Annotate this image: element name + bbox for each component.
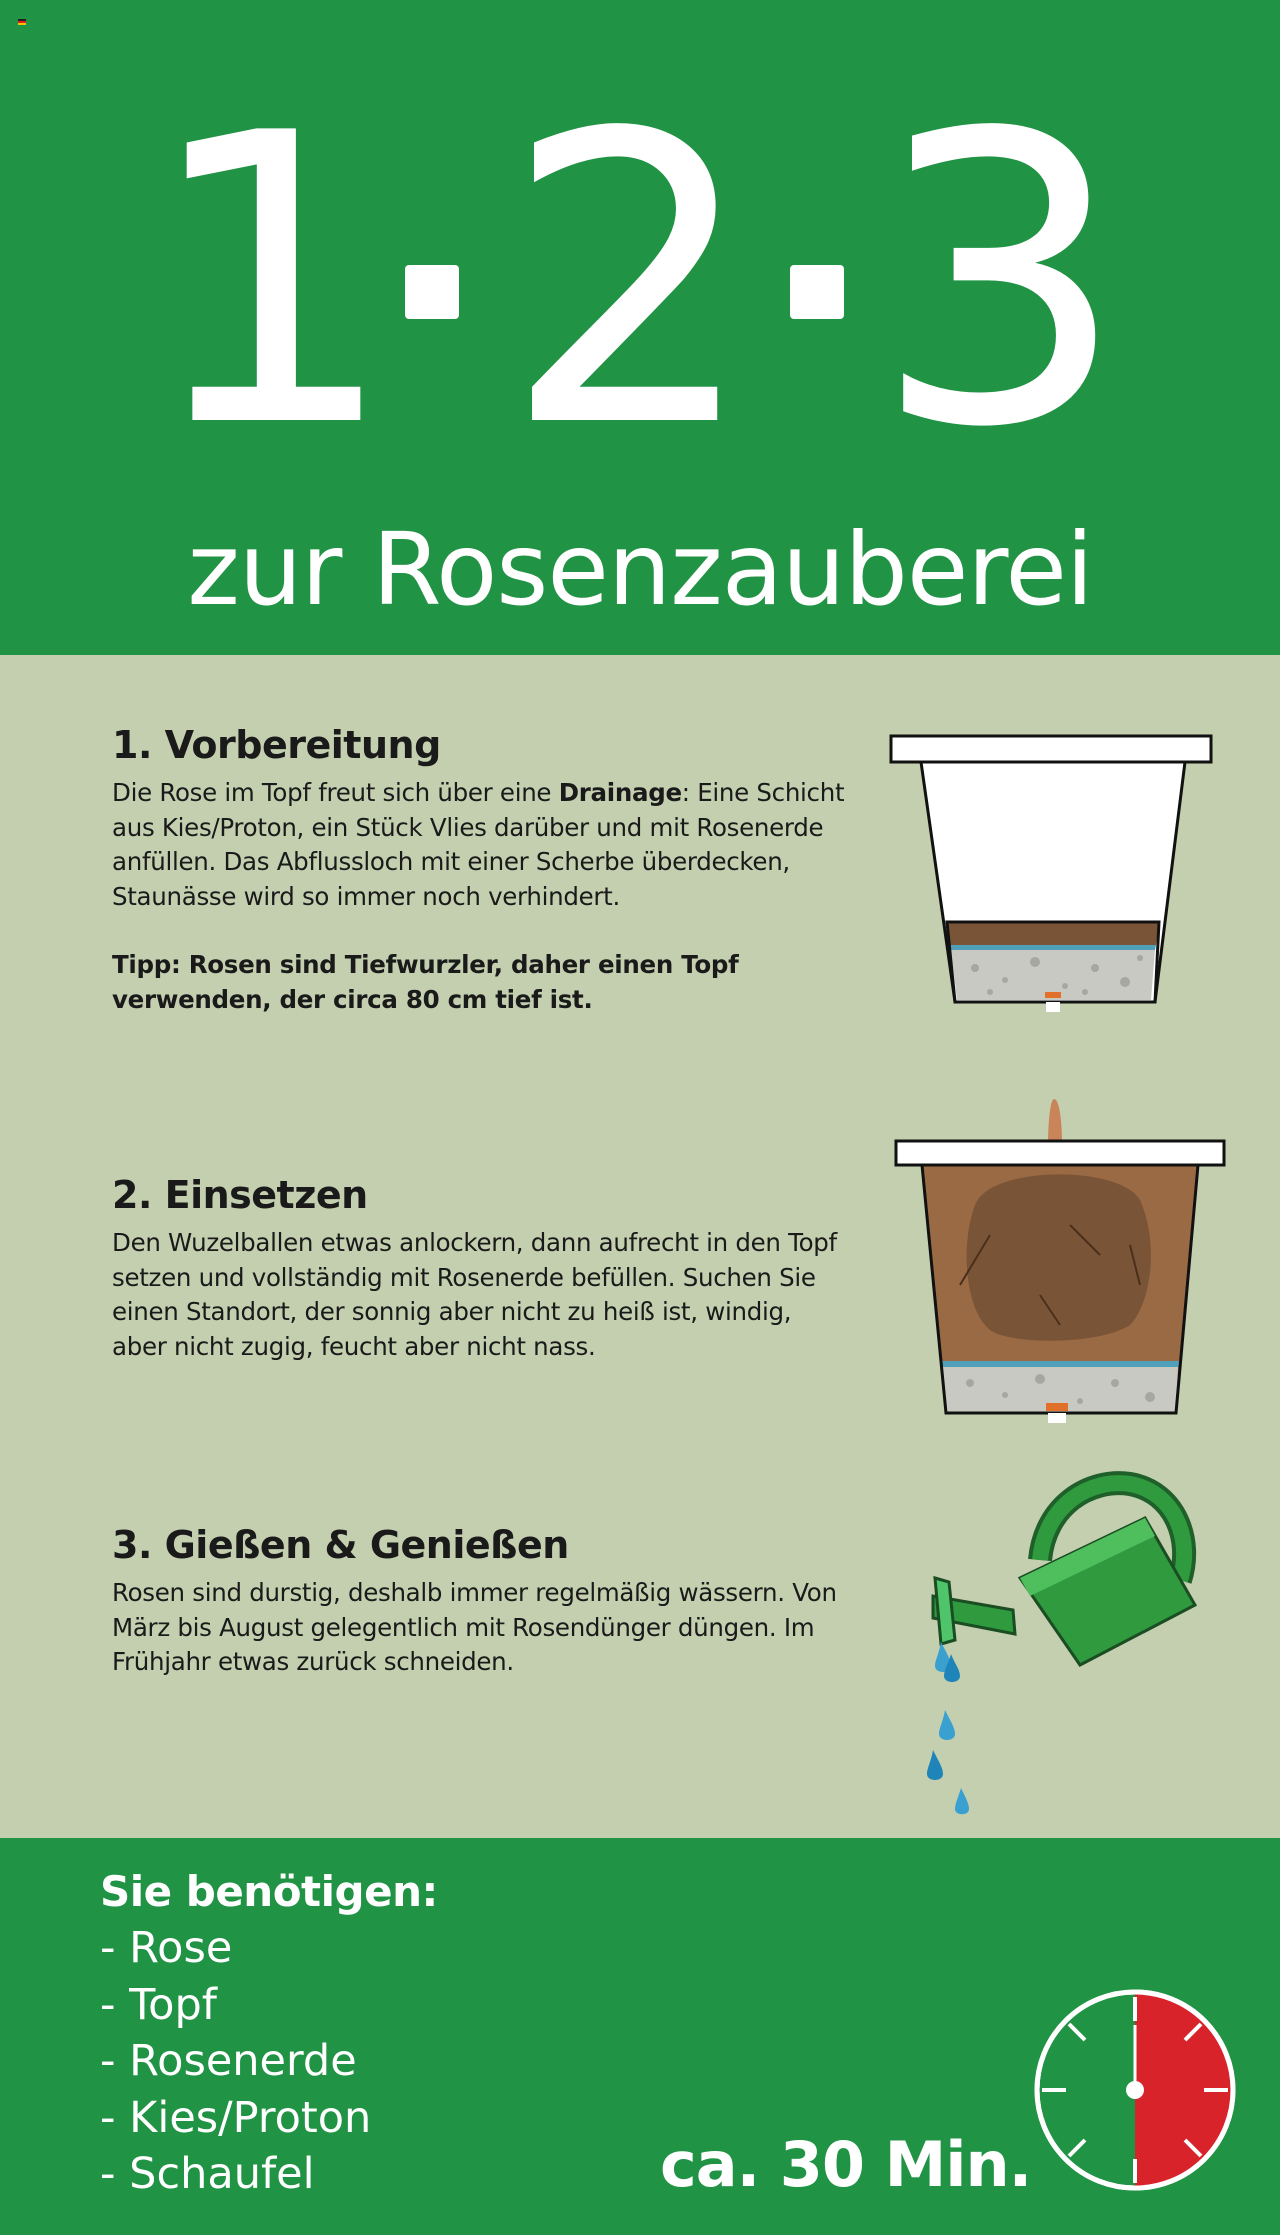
step-1-text-bold: Drainage	[558, 778, 682, 807]
needs-list	[100, 1920, 371, 2203]
step-1-tip: Tipp: Rosen sind Tiefwurzler, daher einen Topf verwenden, der circa 80 cm tief ist.	[112, 950, 739, 1014]
step-2-text: Den Wuzelballen etwas anlockern, dann aufrecht in den Topf setzen und vollständig mit Rosenerde befüllen. Suchen Sie einen Standort, der sonnig aber nicht zu heiß ist, windig, aber nicht zugig, feucht aber nicht nass.	[112, 1228, 837, 1361]
step-3-text: Rosen sind durstig, deshalb immer regelmäßig wässern. Von März bis August gelegentlich mit Rosendünger düngen. Im Frühjahr etwas zurück schneiden.	[112, 1578, 837, 1676]
step-3	[112, 1520, 852, 1680]
title-separator-dot	[790, 265, 844, 319]
step-3-title: 3. Gießen & Genießen	[112, 1523, 569, 1567]
big-title-123	[0, 20, 1280, 460]
step-2	[112, 1170, 852, 1364]
title-separator-dot	[405, 265, 459, 319]
big-title-digit-1: 1	[142, 50, 398, 460]
page-subtitle: zur Rosenzauberei	[187, 511, 1093, 628]
needs-item: - Rosenerde	[100, 2036, 357, 2086]
pot-drainage-icon	[885, 730, 1220, 1015]
step-1-text	[112, 776, 852, 914]
step-1-title: 1. Vorbereitung	[112, 723, 441, 767]
duration-label: ca. 30 Min.	[660, 2128, 1032, 2201]
watering-can-icon	[915, 1470, 1205, 1825]
pot-rootball-icon	[890, 1095, 1230, 1425]
needs-item: - Rose	[100, 1923, 233, 1973]
header-banner	[0, 0, 1280, 655]
step-1-text-b: : Eine Schicht aus Kies/Proton, ein Stück Vlies darüber und mit Rosenerde anfüllen. Das Abflussloch mit einer Scherbe überdecken, Staunässe wird so immer noch verhindert.	[112, 778, 845, 911]
needs-item: - Topf	[100, 1979, 217, 2030]
needs-item: - Schaufel	[100, 2149, 315, 2199]
big-title-digit-2: 2	[502, 50, 758, 460]
step-2-title: 2. Einsetzen	[112, 1173, 368, 1217]
big-title-digit-3: 3	[872, 50, 1128, 460]
needs-title: Sie benötigen:	[100, 1867, 438, 1916]
stopwatch-icon	[1030, 1985, 1240, 2195]
step-1-text-a: Die Rose im Topf freut sich über eine	[112, 778, 559, 807]
needs-item: - Kies/Proton	[100, 2092, 372, 2143]
step-1	[112, 720, 852, 1017]
